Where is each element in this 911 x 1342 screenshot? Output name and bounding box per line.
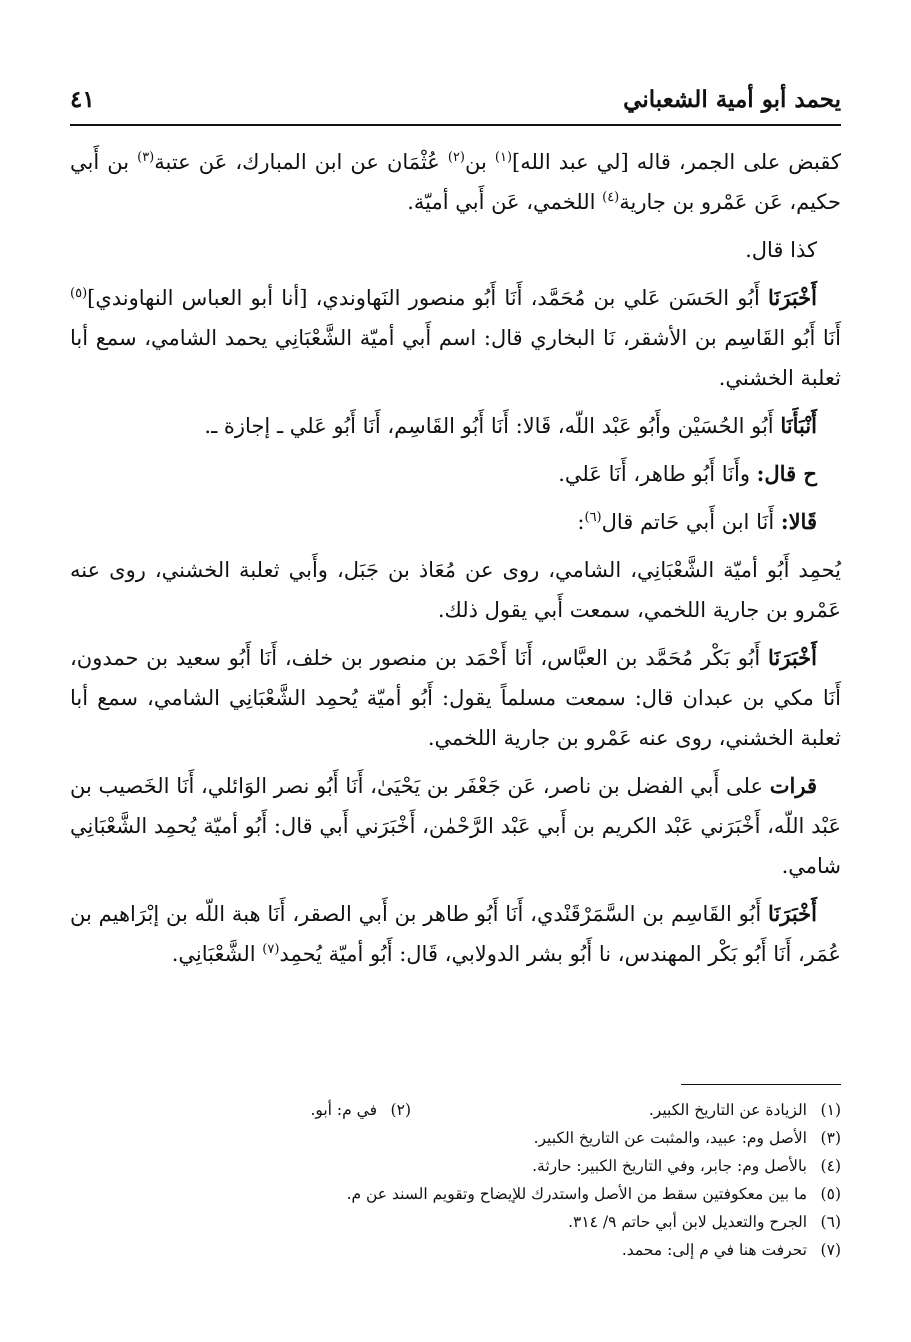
paragraph-3: أَخْبَرَنَا أَبُو الحَسَن عَلي بن مُحَمَّد، أَنَا أَبُو منصور النَهاوندي، [أنا أبو العباس النهاوندي]$^{(٥)}$ أَنَا أَبُو القَاسِم بن الأشقر، نَا البخاري قال: اسم أَبي أميّة الشَّعْبَانِي يحمد الشامي، سمع أبا ثعلبة الخشني.: [70, 285, 841, 390]
lead-word: ح قال:: [756, 461, 817, 486]
footnote-text: في م: أبو.: [310, 1101, 377, 1119]
footnote-ref-5: (٥): [70, 286, 88, 301]
footnote-text: الجرح والتعديل لابن أبي حاتم ٩/ ٣١٤.: [568, 1213, 807, 1231]
footnote-7: [70, 1236, 841, 1264]
footnote-ref-6: (٦): [584, 510, 602, 525]
footnote-number: (٣): [820, 1129, 841, 1147]
footnote-number: (١): [820, 1101, 841, 1119]
running-title: يحمد أبو أمية الشعباني: [623, 86, 841, 113]
footnotes: [70, 1096, 841, 1264]
footnote-4: [70, 1152, 841, 1180]
paragraph-10: أَخْبَرَنَا أَبُو القَاسِم بن السَّمَرْقَنْدي، أَنَا أَبُو طاهر بن أَبي الصقر، أَنَا هبة اللّه بن إبْرَاهيم بن عُمَر، أَنَا أَبُو بَكْر المهندس، نا أَبُو بشر الدولابي، قَال: أَبُو أميّة يُحمِد$^{(٧)}$ الشَّعْبَانِي.: [70, 901, 841, 966]
footnote-number: (٢): [390, 1101, 411, 1119]
footnote-rule: [681, 1084, 841, 1085]
footnote-6: [70, 1208, 841, 1236]
footnote-row: [70, 1096, 841, 1124]
footnote-number: (٥): [820, 1185, 841, 1203]
footnote-number: (٤): [820, 1157, 841, 1175]
paragraph-6: قَالا: أَنَا ابن أَبي حَاتم قال$^{(٦)}$:: [577, 509, 817, 534]
footnote-2: [310, 1096, 411, 1124]
paragraph-8: أَخْبَرَنَا أَبُو بَكْر مُحَمَّد بن العبَّاس، أَنَا أَحْمَد بن منصور بن خلف، أَنَا أَبُو سعيد بن حمدون، أَنَا مكي بن عبدان قال: سمعت مسلماً يقول: أَبُو أميّة يُحمِد الشَّعْبَانِي الشامي، سمع أبا ثعلبة الخشني، روى عنه عَمْرو بن جارية اللخمي.: [70, 645, 841, 750]
lead-word: أَخْبَرَنَا: [768, 285, 817, 310]
paragraph-4: أَنْبَأَنَا أَبُو الحُسَيْن وأَبُو عَبْد اللّه، قَالا: أَنَا أَبُو القَاسِم، أَنَا أَبُو عَلي ـ إجازة ـ.: [204, 413, 817, 438]
paragraph-5: ح قال: وأَنَا أَبُو طاهر، أَنَا عَلي.: [558, 461, 817, 486]
lead-word: قَالا:: [780, 509, 817, 534]
paragraph-2: كذا قال.: [745, 238, 817, 262]
footnote-1: [411, 1096, 841, 1124]
footnote-ref-7: (٧): [262, 942, 280, 957]
header-rule: [70, 124, 841, 126]
footnote-ref-4: (٤): [602, 190, 620, 205]
footnote-5: [70, 1180, 841, 1208]
page-header: [70, 86, 841, 122]
footnote-ref-3: (٣): [137, 150, 155, 165]
footnote-3: [70, 1124, 841, 1152]
page-number: ٤١: [70, 86, 95, 113]
footnote-text: بالأصل وم: جابر، وفي التاريخ الكبير: حارثة.: [532, 1157, 807, 1175]
lead-word: أَنْبَأَنَا: [780, 413, 817, 438]
footnote-ref-2: (٢): [447, 150, 465, 165]
footnote-number: (٧): [820, 1241, 841, 1259]
paragraph-9: قرات على أَبي الفضل بن ناصر، عَن جَعْفَر بن يَحْيَىٰ، أَنَا أَبُو نصر الوَائلي، أَنَا الخَصيب بن عَبْد اللّه، أَخْبَرَني عَبْد الكريم بن أَبي عَبْد الرَّحْمٰن، أَخْبَرَني أَبي قال: أَبُو أميّة يُحمِد الشَّعْبَانِي شامي.: [70, 773, 841, 878]
footnote-ref-1: (١): [494, 150, 513, 165]
footnote-text: تحرفت هنا في م إلى: محمد.: [621, 1241, 807, 1259]
main-text: [70, 142, 841, 982]
footnote-text: ما بين معكوفتين سقط من الأصل واستدرك للإيضاح وتقويم السند عن م.: [346, 1185, 807, 1203]
lead-word: أَخْبَرَنَا: [768, 645, 817, 670]
footnote-text: الزيادة عن التاريخ الكبير.: [648, 1101, 807, 1119]
footnote-text: الأصل وم: عبيد، والمثبت عن التاريخ الكبير.: [533, 1129, 807, 1147]
paragraph-7: يُحمِد أَبُو أميّة الشَّعْبَانِي، الشامي، روى عن مُعَاذ بن جَبَل، وأَبي ثعلبة الخشني، روى عنه عَمْرو بن جارية اللخمي، سمعت أَبي يقول ذلك.: [70, 558, 841, 622]
lead-word: أَخْبَرَنَا: [768, 901, 817, 926]
lead-word: قرات: [769, 773, 817, 798]
footnote-number: (٦): [820, 1213, 841, 1231]
paragraph-1: كقبض على الجمر، قاله [لي عبد الله]$^{(١)}$ بن$^{(٢)}$ عُثْمَان عن ابن المبارك، عَن عتبة$^{(٣)}$ بن أَبي حكيم، عَن عَمْرو بن جارية$^{(٤)}$ اللخمي، عَن أَبي أميّة.: [70, 150, 841, 214]
